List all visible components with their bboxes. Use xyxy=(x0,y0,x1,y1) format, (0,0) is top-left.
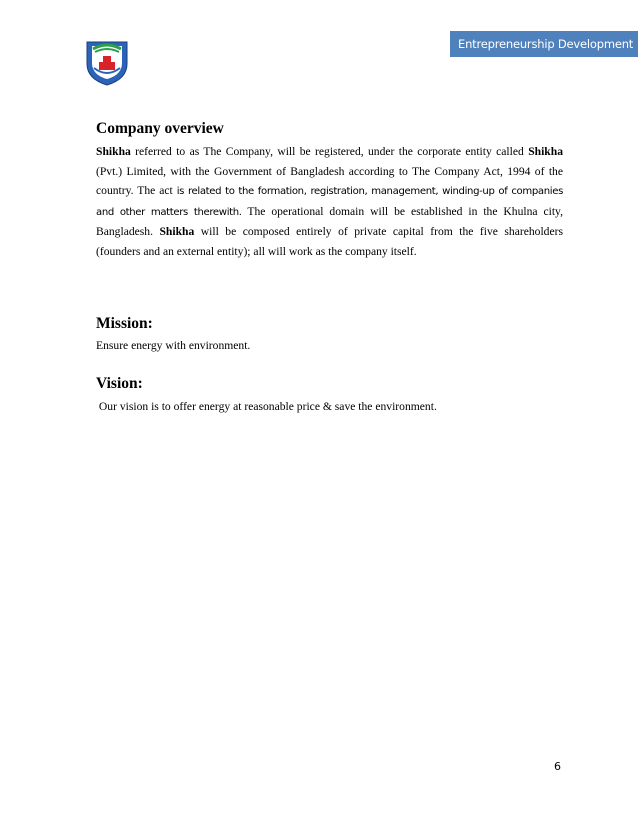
university-seal-logo xyxy=(83,38,131,86)
overview-text-a: referred to as The Company, will be registered, under the corporate entity called xyxy=(130,145,529,158)
vision-text: Our vision is to offer energy at reasonable price & save the environment. xyxy=(96,400,437,413)
overview-text-c: The operational domain will be established in the Khulna city, Bangladesh. xyxy=(96,204,563,239)
company-name-bold: Shikha xyxy=(528,145,563,158)
vision-heading: Vision: xyxy=(96,375,143,392)
company-overview-heading: Company overview xyxy=(96,120,224,137)
company-name-bold: Shikha xyxy=(96,145,131,158)
overview-text-b: (Pvt.) Limited, with the Government of Bangladesh according to The Company Act, 1994 of the country. The act xyxy=(96,164,563,198)
mission-text: Ensure energy with environment. xyxy=(96,339,251,352)
running-header: Entrepreneurship Development xyxy=(450,31,638,57)
page-number: 6 xyxy=(554,760,561,773)
company-overview-paragraph xyxy=(96,142,563,262)
overview-text-sans: is related to the formation, registration, management, winding-up of companies and other matters therewith. xyxy=(96,186,563,218)
overview-text-d: will be composed entirely of private capital from the five shareholders (founders and an external entity); all will work as the company itself. xyxy=(96,225,563,258)
mission-heading: Mission: xyxy=(96,315,153,332)
company-name-bold: Shikha xyxy=(159,225,195,239)
